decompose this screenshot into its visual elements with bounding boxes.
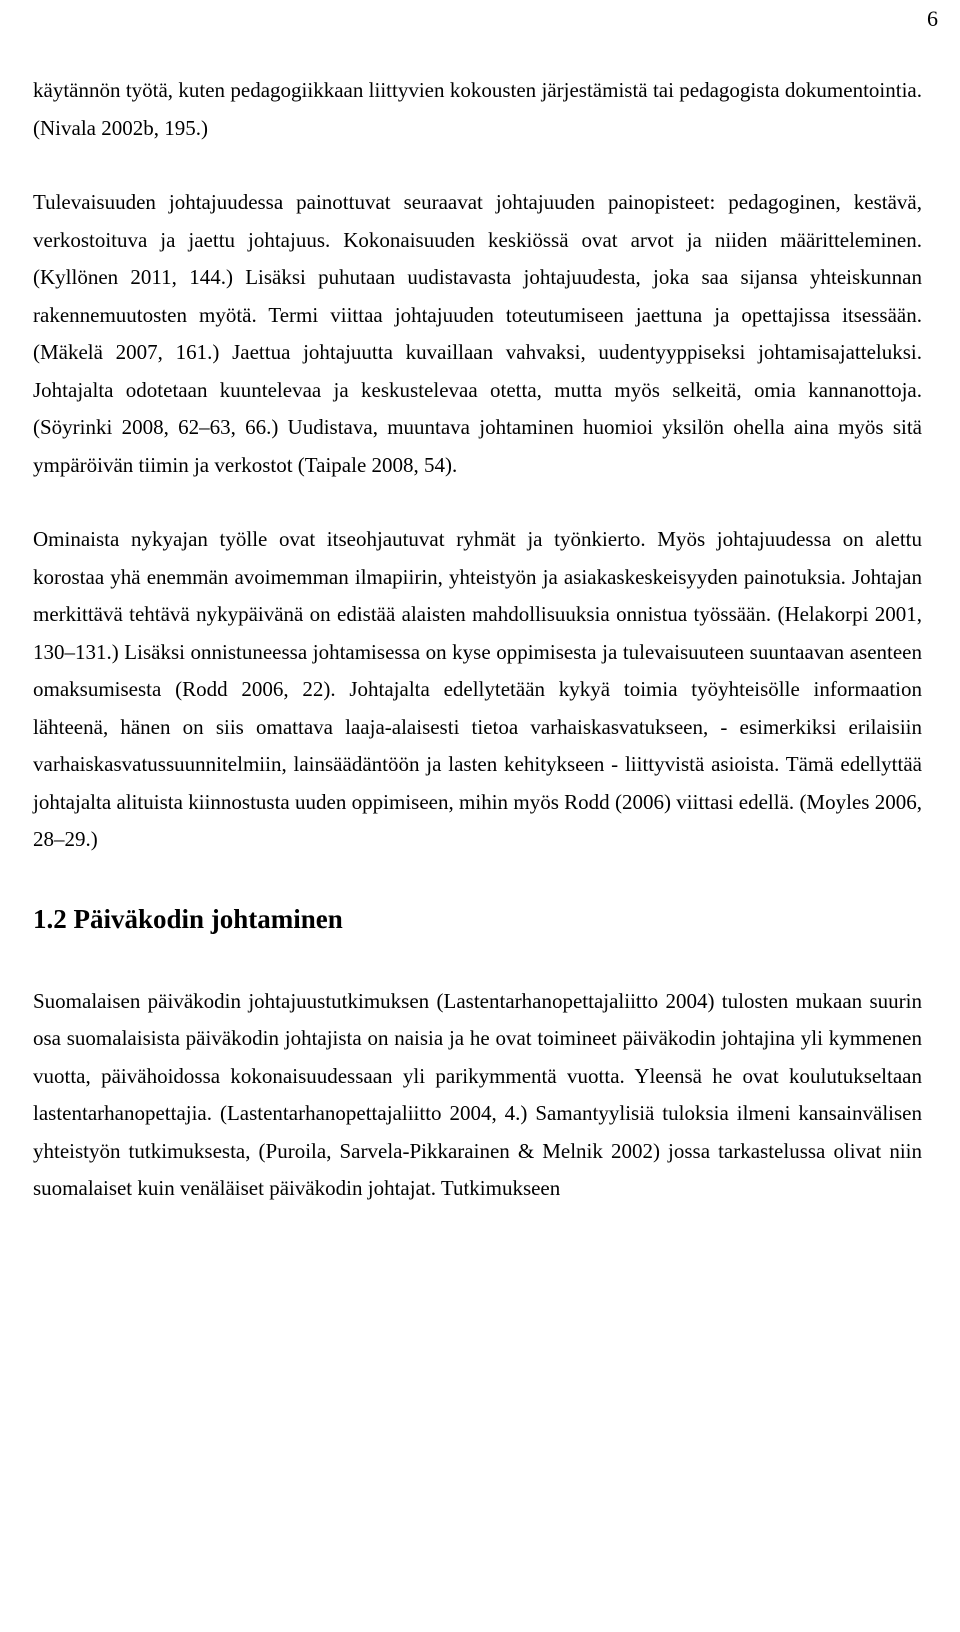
paragraph: käytännön työtä, kuten pedagogiikkaan liittyvien kokousten järjestämistä tai pedagogista dokumentointia. (Nivala 2002b, 195.)	[33, 78, 922, 140]
section-heading: 1.2 Päiväkodin johtaminen	[33, 903, 343, 934]
paragraph: Ominaista nykyajan työlle ovat itseohjautuvat ryhmät ja työnkierto. Myös johtajuudessa on alettu korostaa yhä enemmän avoimemman ilmapiirin, yhteistyön ja asiakaskeskeisyyden painotuksia. Johtajan merkittävä tehtävä nykypäivänä on edistää alaisten mahdollisuuksia onnistua työssään. (Helakorpi 2001, 130–131.) Lisäksi onnistuneessa johtamisessa on kyse oppimisesta ja tulevaisuuteen suuntaavan asenteen omaksumisesta (Rodd 2006, 22). Johtajalta edellytetään kykyä toimia työyhteisölle informaation lähteenä, hänen on siis omattava laaja-alaisesti tietoa varhaiskasvatukseen, - esimerkiksi erilaisiin varhaiskasvatussuunnitelmiin, lainsäädäntöön ja lasten kehitykseen - liittyvistä asioista. Tämä edellyttää johtajalta alituista kiinnostusta uuden oppimiseen, mihin myös Rodd (2006) viittasi edellä. (Moyles 2006, 28–29.)	[33, 527, 922, 851]
paragraph: Suomalaisen päiväkodin johtajuustutkimuksen (Lastentarhanopettajaliitto 2004) tulosten mukaan suurin osa suomalaisista päiväkodin johtajista on naisia ja he ovat toimineet päiväkodin johtajina yli kymmenen vuotta, päivähoidossa kokonaisuudessaan yli parikymmentä vuotta. Yleensä he ovat koulutukseltaan lastentarhanopettajia. (Lastentarhanopettajaliitto 2004, 4.) Samantyylisiä tuloksia ilmeni kansainvälisen yhteistyön tutkimuksesta, (Puroila, Sarvela-Pikkarainen & Melnik 2002) jossa tarkastelussa olivat niin suomalaiset kuin venäläiset päiväkodin johtajat. Tutkimukseen	[33, 988, 922, 1200]
paragraph: Tulevaisuuden johtajuudessa painottuvat seuraavat johtajuuden painopisteet: pedagoginen, kestävä, verkostoituva ja jaettu johtajuus. Kokonaisuuden keskiössä ovat arvot ja niiden määritteleminen. (Kyllönen 2011, 144.) Lisäksi puhutaan uudistavasta johtajuudesta, joka saa sijansa yhteiskunnan rakennemuutosten myötä. Termi viittaa johtajuuden toteutumiseen jaettuna ja opettajissa itsessään. (Mäkelä 2007, 161.) Jaettua johtajuutta kuvaillaan vahvaksi, uudentyyppiseksi johtamisajatteluksi. Johtajalta odotetaan kuuntelevaa ja keskustelevaa otetta, mutta myös selkeitä, omia kannanottoja. (Söyrinki 2008, 62–63, 66.) Uudistava, muuntava johtaminen huomioi yksilön ohella aina myös sitä ympäröivän tiimin ja verkostot (Taipale 2008, 54).	[33, 190, 922, 477]
document-body	[33, 72, 922, 1208]
page-number: 6	[927, 6, 938, 31]
